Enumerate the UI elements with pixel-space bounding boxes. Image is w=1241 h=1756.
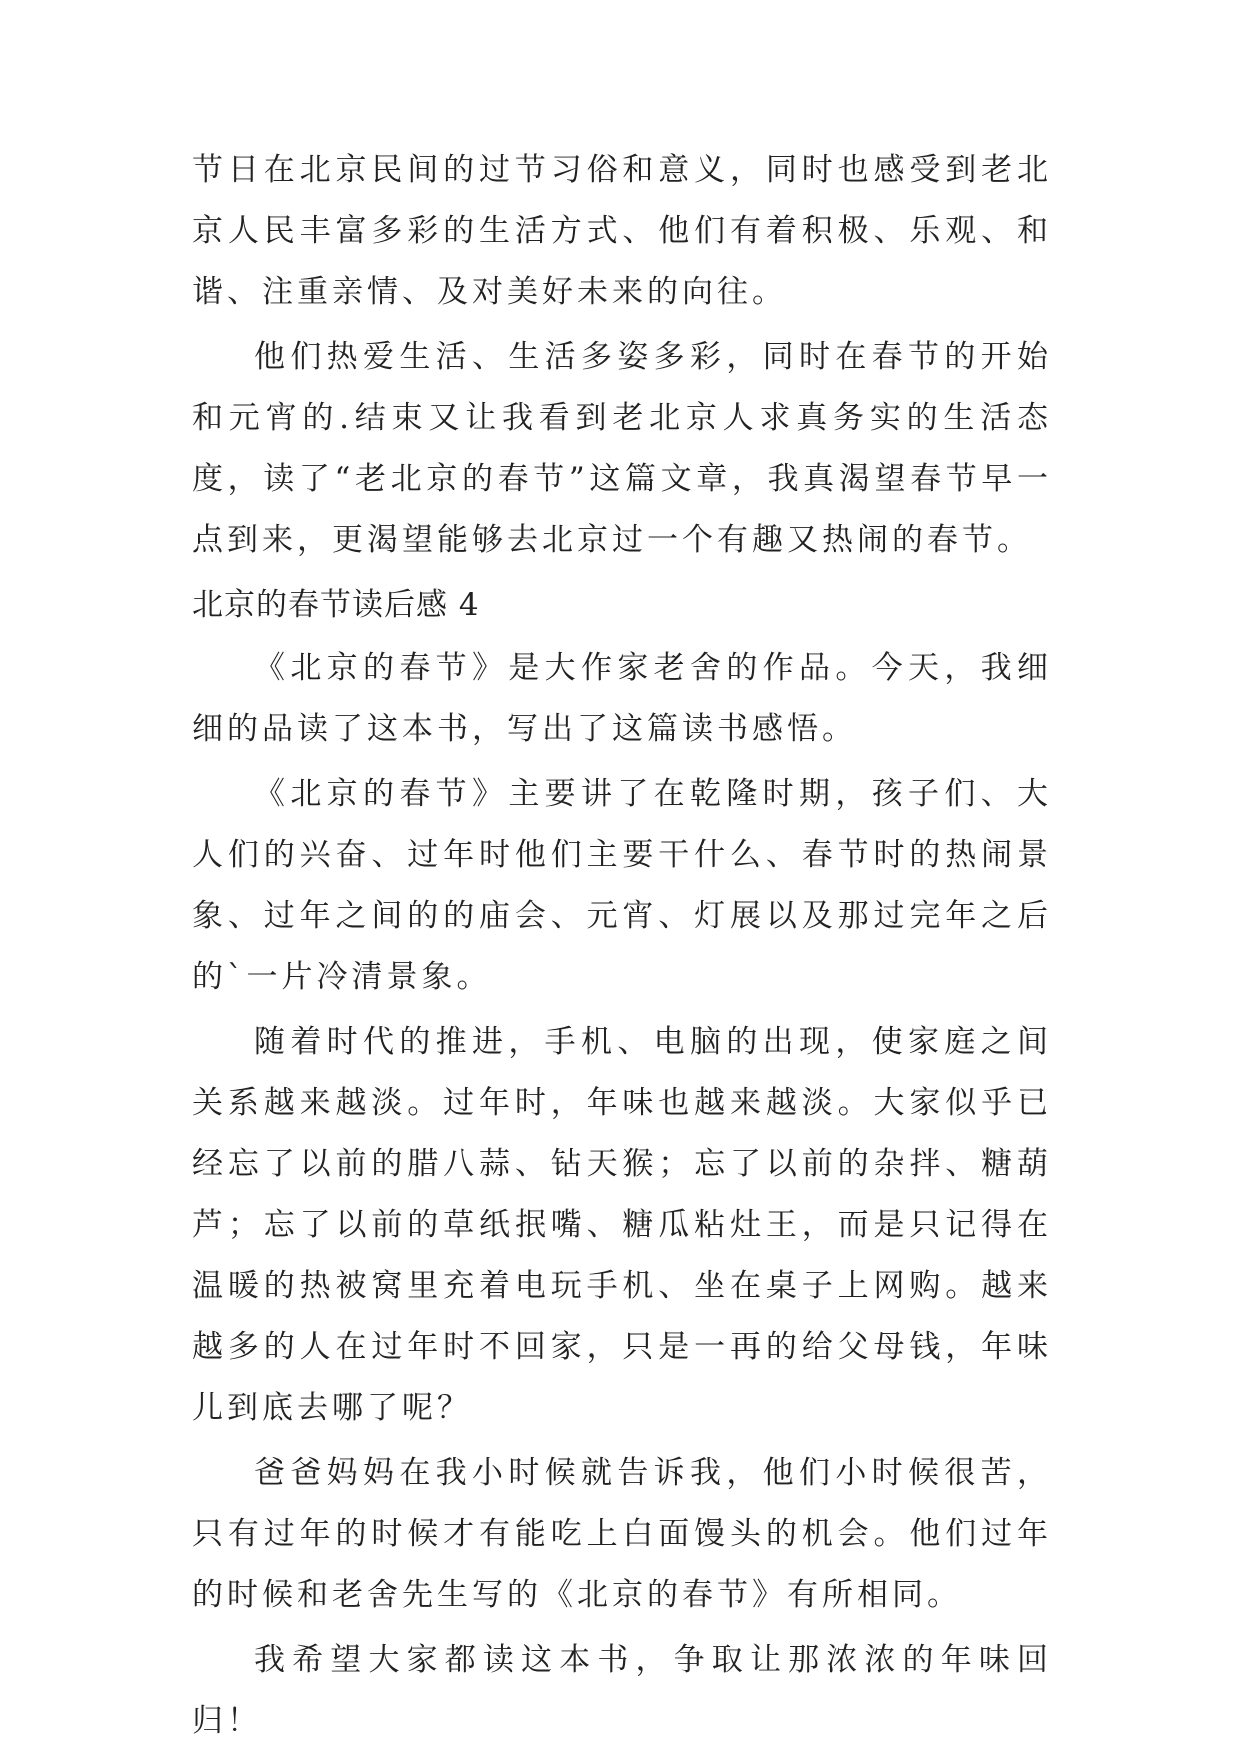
paragraph: 爸爸妈妈在我小时候就告诉我，他们小时候很苦，只有过年的时候才有能吃上白面馒头的机会。他们过年的时候和老舍先生写的《北京的春节》有所相同。 — [192, 1455, 1052, 1613]
paragraph: 《北京的春节》是大作家老舍的作品。今天，我细细的品读了这本书，写出了这篇读书感悟。 — [192, 650, 1052, 747]
paragraph: 他们热爱生活、生活多姿多彩，同时在春节的开始和元宵的.结束又让我看到老北京人求真务实的生活态度，读了“老北京的春节”这篇文章，我真渴望春节早一点到来，更渴望能够去北京过一个有趣又热闹的春节。 — [192, 339, 1052, 558]
paragraph-continued: 节日在北京民间的过节习俗和意义，同时也感受到老北京人民丰富多彩的生活方式、他们有着积极、乐观、和谐、注重亲情、及对美好未来的向往。 — [192, 152, 1052, 310]
paragraph: 我希望大家都读这本书，争取让那浓浓的年味回归！ — [192, 1642, 1052, 1739]
paragraph: 随着时代的推进，手机、电脑的出现，使家庭之间关系越来越淡。过年时，年味也越来越淡。大家似乎已经忘了以前的腊八蒜、钻天猴；忘了以前的杂拌、糖葫芦；忘了以前的草纸抿嘴、糖瓜粘灶王，而是只记得在温暖的热被窝里充着电玩手机、坐在桌子上网购。越来越多的人在过年时不回家，只是一再的给父母钱，年味儿到底去哪了呢？ — [192, 1024, 1052, 1426]
paragraph: 《北京的春节》主要讲了在乾隆时期，孩子们、大人们的兴奋、过年时他们主要干什么、春节时的热闹景象、过年之间的的庙会、元宵、灯展以及那过完年之后的`一片冷清景象。 — [192, 776, 1052, 995]
document-page — [192, 140, 1052, 1756]
section-heading: 北京的春节读后感 4 — [192, 587, 480, 623]
